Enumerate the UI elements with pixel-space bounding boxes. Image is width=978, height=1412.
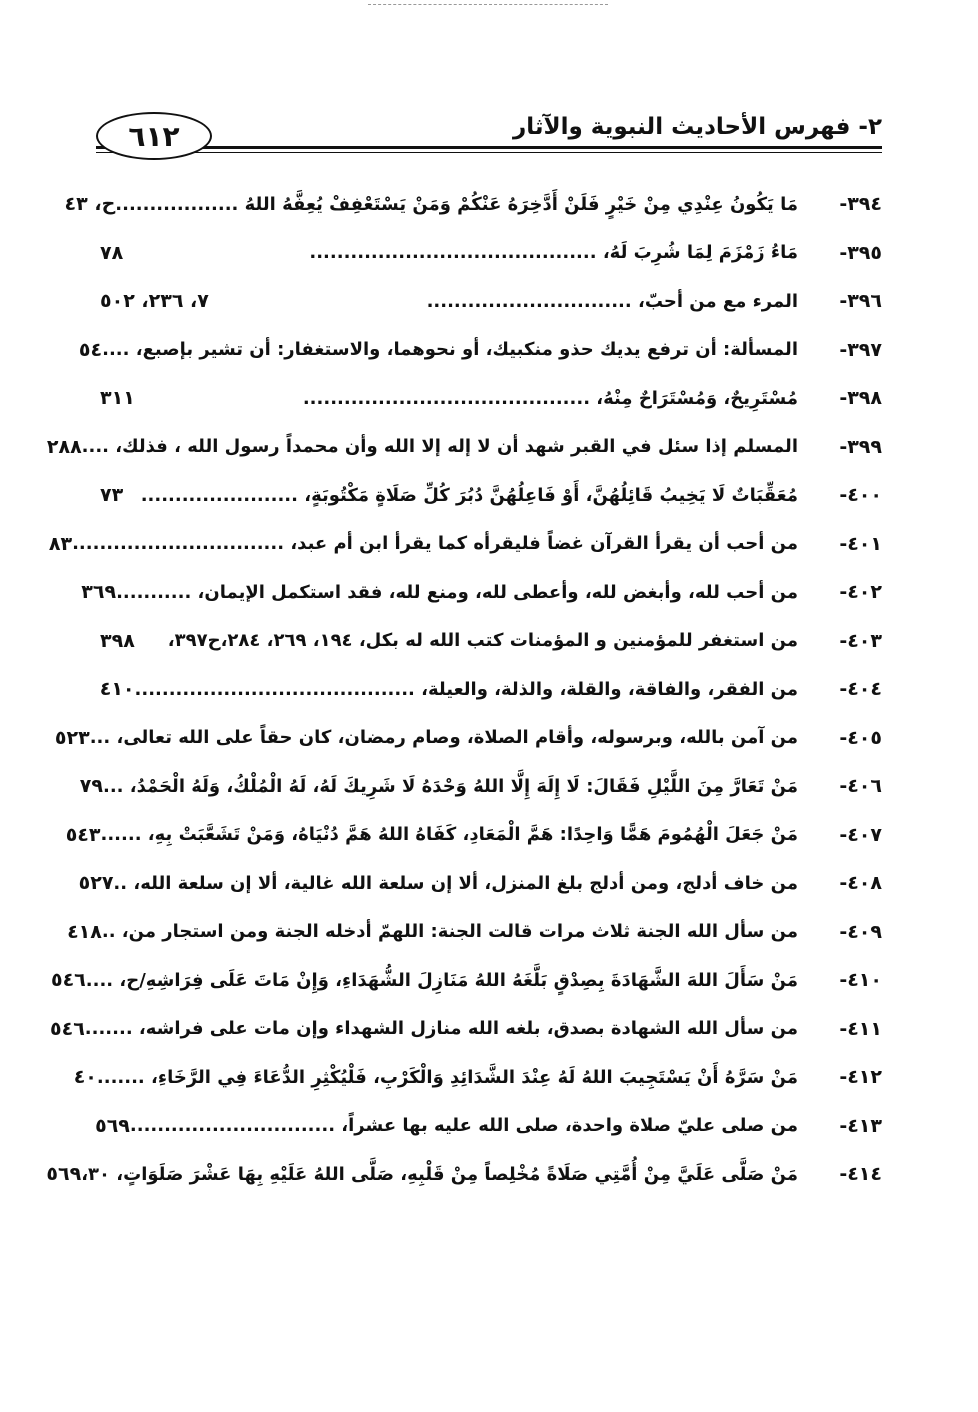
index-entry xyxy=(96,665,882,714)
entry-text: المرء مع من أحبّ، .............................. xyxy=(426,290,798,312)
entry-text: مَنْ تَعَارَّ مِنَ اللَّيْلِ فَقَالَ: لَا إِلَهَ إِلَّا اللهُ وَحْدَهُ لَا شَرِيكَ لَهُ، لَهُ الْمُلْكُ، وَلَهُ الْحَمْدُ، ... xyxy=(103,775,798,797)
entry-text: مَنْ جَعَلَ الْهُمُومَ هَمًّا وَاحِدًا: هَمَّ الْمَعَادِ، كَفَاهُ اللهُ هَمَّ دُنْيَاهُ، وَمَنْ تَشَعَّبَتْ بِهِ، ...... xyxy=(100,824,798,846)
entry-number: ٣٩٧- xyxy=(839,338,882,361)
header-rule-thick xyxy=(96,146,882,149)
entry-page-refs: ٥٢٧ xyxy=(78,872,114,895)
entry-page-refs: ٤١٠ xyxy=(99,678,135,701)
entry-number: ٤١٤- xyxy=(839,1163,882,1186)
entry-page-refs: ٥٤٦ xyxy=(50,1017,85,1040)
entry-text: مُسْتَرِيحٌ، وَمُسْتَرَاحٌ مِنْهُ، .......................................... xyxy=(302,387,798,409)
entry-number: ٤٠٥- xyxy=(839,726,882,749)
page-number: ٦١٢ xyxy=(96,112,212,160)
entry-text: مَا يَكُونُ عِنْدِي مِنْ خَيْرٍ فَلَنْ أَدَّخِرَهُ عَنْكُمْ وَمَنْ يَسْتَعْفِفْ يُعِفَّهُ اللهُ .................. xyxy=(115,193,798,215)
page-header xyxy=(96,112,882,172)
entry-text: من آمن بالله، وبرسوله، وأقام الصلاة، وصام رمضان، كان حقاً على الله تعالى، ... xyxy=(89,727,798,749)
entry-number: ٤٠٠- xyxy=(839,484,882,507)
entry-number: ٤٠٤- xyxy=(839,678,882,701)
entry-page-refs: ٧، ٢٣٦، ٥٠٢ xyxy=(100,290,209,313)
entry-page-refs: ٧٣ xyxy=(100,484,124,507)
entry-page-refs: ٥٦٩ xyxy=(46,1163,82,1186)
index-entry xyxy=(96,617,882,666)
entry-number: ٣٩٥- xyxy=(839,241,882,264)
entry-page-refs: ٥٤٣ xyxy=(65,823,101,846)
index-entry xyxy=(96,229,882,278)
index-entry xyxy=(64,180,882,229)
entry-page-refs: ٣٦٩ xyxy=(81,581,117,604)
entry-page-refs: ٤١٨ xyxy=(67,920,102,943)
index-entry xyxy=(46,423,882,472)
entry-page-refs: ٥٦٩ xyxy=(95,1114,130,1137)
entry-number: ٤١٣- xyxy=(839,1114,882,1137)
index-entry xyxy=(79,762,882,811)
entry-text: المسألة: أن ترفع يديك حذو منكبيك، أو نحوهما، والاستغفار: أن تشير بإصبع، .... xyxy=(102,339,798,361)
entry-number: ٤١٠- xyxy=(839,969,882,992)
entry-number: ٤١٢- xyxy=(839,1066,882,1089)
entry-text: من أحب أن يقرأ القرآن غضاً فليقرأه كما يقرأ ابن أم عبد، ............................... xyxy=(72,533,798,555)
entry-number: ٤٠٨- xyxy=(839,872,882,895)
index-entry xyxy=(46,1150,882,1199)
entry-text: من سأل الله الجنة ثلاث مرات قالت الجنة: اللهمّ أدخله الجنة ومن استجار من، .. xyxy=(101,921,798,943)
entry-number: ٤٠٩- xyxy=(839,920,882,943)
hadith-index-list xyxy=(46,180,882,1199)
entry-page-refs: ٨٣ xyxy=(48,532,73,555)
entry-text: مُعَقِّبَاتٌ لَا يَخِيبُ قَائِلُهُنَّ، أَوْ فَاعِلُهُنَّ دُبُرَ كُلِّ صَلَاةٍ مَكْتُوبَةٍ، ....................... xyxy=(140,484,798,506)
index-entry xyxy=(65,811,882,860)
entry-number: ٤٠٦- xyxy=(839,775,882,798)
index-entry xyxy=(67,908,882,957)
entry-number: ٣٩٦- xyxy=(839,290,882,313)
entry-page-refs: ح، ٤٣ xyxy=(64,193,116,216)
entry-page-refs: ٥٤ xyxy=(78,338,103,361)
entry-text: مَنْ سَأَلَ اللهَ الشَّهَادَةَ بِصِدْقٍ بَلَّغَهُ اللهُ مَنَازِلَ الشُّهَدَاءِ، وَإِنْ مَاتَ عَلَى فِرَاشِهِ/ح، .... xyxy=(85,969,798,991)
entry-text: من صلى عليّ صلاة واحدة، صلى الله عليه بها عشراً، .............................. xyxy=(129,1115,798,1137)
entry-page-refs: ٣١١ xyxy=(100,387,135,410)
index-entry xyxy=(50,1005,882,1054)
header-rule-thin xyxy=(96,152,882,153)
entry-text: مَاءُ زَمْزَمَ لِمَا شُرِبَ لَهُ، .......................................... xyxy=(309,242,798,264)
index-entry xyxy=(96,1102,882,1151)
index-entry xyxy=(50,956,882,1005)
entry-page-refs: ٢٨٨ xyxy=(46,435,82,458)
entry-text: من خاف أدلج، ومن أدلج بلغ المنزل، ألا إن سلعة الله غالية، ألا إن سلعة الله، .. xyxy=(113,872,798,894)
entry-page-refs: ٧٨ xyxy=(100,241,124,264)
index-entry xyxy=(81,568,882,617)
entry-page-refs: ٥٢٣ xyxy=(54,726,90,749)
entry-text: من أحب لله، وأبغض لله، وأعطى لله، ومنع لله، فقد استكمل الإيمان، ........... xyxy=(116,581,798,603)
entry-page-refs: ٥٤٦ xyxy=(50,969,86,992)
entry-text: المسلم إذا سئل في القبر شهد أن لا إله إلا الله وأن محمداً رسول الله ، فذلك، .... xyxy=(81,436,798,458)
entry-text: مَنْ سَرَّهُ أَنْ يَسْتَجِيبَ اللهُ لَهُ عِنْدَ الشَّدَائِدِ وَالْكَرْبِ، فَلْيُكْثِرِ الدُّعَاءَ فِي الرَّخَاءِ، ....... xyxy=(96,1066,798,1088)
index-entry xyxy=(78,326,882,375)
entry-text: من الفقر، والفاقة، والقلة، والذلة، والعيلة، ......................................... xyxy=(134,678,798,700)
entry-page-refs: ٣٩٨ xyxy=(100,629,135,652)
entry-number: ٤٠٢- xyxy=(839,581,882,604)
entry-text: مَنْ صَلَّى عَلَيَّ مِنْ أُمَّتِي صَلَاةً مُخْلِصاً مِنْ قَلْبِهِ، صَلَّى اللهُ عَلَيْهِ بِهَا عَشْرَ صَلَوَاتٍ، ٣٠، xyxy=(81,1163,798,1185)
index-entry xyxy=(96,374,882,423)
top-dashed-rule xyxy=(368,4,608,5)
entry-number: ٤٠٧- xyxy=(839,823,882,846)
index-entry xyxy=(48,520,882,569)
index-entry xyxy=(73,1053,882,1102)
entry-number: ٣٩٩- xyxy=(839,435,882,458)
entry-number: ٤٠٣- xyxy=(839,629,882,652)
entry-number: ٤١١- xyxy=(839,1017,882,1040)
entry-number: ٣٩٨- xyxy=(839,387,882,410)
index-entry xyxy=(96,277,882,326)
index-entry xyxy=(96,471,882,520)
entry-text: من استغفر للمؤمنين و المؤمنات كتب الله له بكل، ١٩٤، ٢٦٩، ٢٨٤،ح٣٩٧، xyxy=(167,630,798,652)
index-entry xyxy=(78,859,882,908)
entry-number: ٤٠١- xyxy=(839,532,882,555)
index-entry xyxy=(54,714,882,763)
entry-number: ٣٩٤- xyxy=(839,193,882,216)
entry-page-refs: ٧٩ xyxy=(79,775,103,798)
entry-text: من سأل الله الشهادة بصدق، بلغه الله منازل الشهداء وإن مات على فراشه، ....... xyxy=(84,1018,798,1040)
section-title: ٢- فهرس الأحاديث النبوية والآثار xyxy=(512,114,882,140)
entry-page-refs: ٤٠ xyxy=(73,1066,97,1089)
